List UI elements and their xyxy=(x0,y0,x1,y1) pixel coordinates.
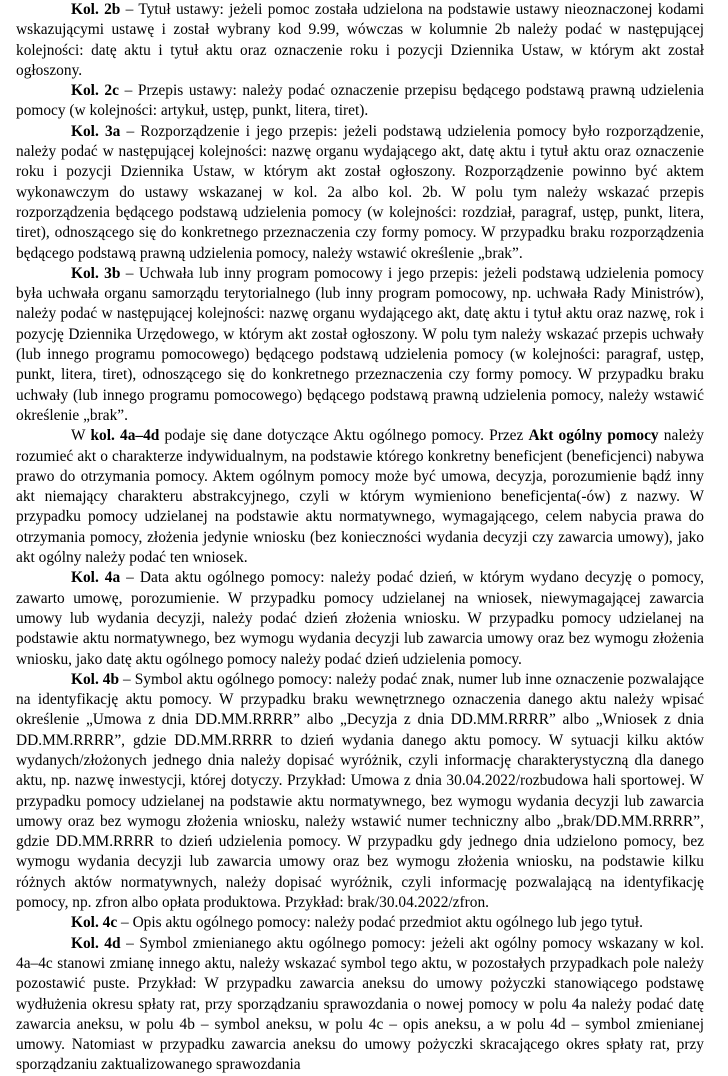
paragraph-text: – Uchwała lub inny program pomocowy i jego przepis: jeżeli podstawą udzielenia pomocy była uchwała organu samorządu terytorialnego (lub inny program pomocowy, np. uchwała Rady Ministrów), należy podać w następującej kolejności: nazwę organu wydającego akt, datę aktu i tytuł aktu oraz nazwę, rok i pozycję Dziennika Urzędowego, w którym akt został ogłoszony. W polu tym należy wskazać przepis uchwały (lub innego programu pomocowego) będącego podstawą udzielenia pomocy (w kolejności: paragraf, ustęp, punkt, litera, tiret), odnoszącego się do konkretnego przeznaczenia czy formy pomocy. W przypadku braku uchwały (lub innego programu pomocowego) będącego podstawą prawną udzielenia pomocy, należy wstawić określenie „brak”. xyxy=(16,264,704,424)
paragraph-prefix: W xyxy=(71,427,91,445)
paragraph-kol-4a xyxy=(16,568,704,669)
paragraph-label: Kol. 4a xyxy=(71,569,121,587)
paragraph-label: Kol. 4c xyxy=(71,914,118,932)
paragraph-label: Kol. 2c xyxy=(71,82,119,100)
paragraph-kol-4b xyxy=(16,670,704,914)
paragraph-kol-2c xyxy=(16,81,704,122)
paragraph-kol-3b xyxy=(16,264,704,426)
paragraph-kol-3a xyxy=(16,122,704,264)
paragraph-text: – Przepis ustawy: należy podać oznaczenie przepisu będącego podstawą prawną udzielenia pomocy (w kolejności: artykuł, ustęp, punkt, litera, tiret). xyxy=(16,82,704,120)
paragraph-text: – Opis aktu ogólnego pomocy: należy podać przedmiot aktu ogólnego lub jego tytuł. xyxy=(117,914,643,932)
paragraph-text: – Rozporządzenie i jego przepis: jeżeli podstawą udzielenia pomocy było rozporządzenie, należy podać w następującej kolejności: nazwę organu wydającego akt, datę aktu i tytuł aktu oraz oznaczenie roku i pozycji Dziennika Ustaw, w którym akt został ogłoszony. Rozporządzenie powinno być aktem wykonawczym do ustawy wskazanej w kol. 2a albo kol. 2b. W polu tym należy wskazać przepis rozporządzenia będącego podstawą udzielenia pomocy (w kolejności: rozdział, paragraf, ustęp, punkt, litera, tiret), odnoszącego się do konkretnego przeznaczenia czy formy pomocy. W przypadku braku rozporządzenia będącego podstawą prawną udzielenia pomocy, należy wstawić określenie „brak”. xyxy=(16,122,704,262)
paragraph-label: Kol. 3a xyxy=(71,122,121,140)
paragraph-kol-2b xyxy=(16,0,704,81)
paragraph-text: należy rozumieć akt o charakterze indywidualnym, na podstawie którego konkretny beneficjent (beneficjenci) nabywa prawo do otrzymania pomocy. Aktem ogólnym pomocy może być umowa, decyzja, porozumienie bądź inny akt niemający charakteru abstrakcyjnego, czyli w którym wymieniono beneficjenta(-ów) z nazwy. W przypadku pomocy udzielanej na podstawie aktu normatywnego, wymagającego, celem nabycia prawa do otrzymania pomocy, złożenia jedynie wniosku (bez konieczności wydania decyzji czy zawarcia umowy), jako akt ogólny należy podać ten wniosek. xyxy=(16,427,704,567)
paragraph-label: Kol. 4d xyxy=(71,934,121,952)
paragraph-text: – Data aktu ogólnego pomocy: należy podać dzień, w którym wydano decyzję o pomocy, zawarto umowę, porozumienie. W przypadku pomocy udzielanej na wniosek, niewymagającej zawarcia umowy lub wydania decyzji, należy podać dzień złożenia wniosku. W przypadku pomocy udzielanej na podstawie aktu normatywnego, bez wymogu wydania decyzji lub zawarcia umowy oraz bez wymogu złożenia wniosku, jako datę aktu ogólnego pomocy należy podać dzień udzielenia pomocy. xyxy=(16,569,704,668)
paragraph-label: Kol. 4b xyxy=(71,670,120,688)
paragraph-label: Kol. 3b xyxy=(71,264,121,282)
paragraph-kol-4d xyxy=(16,934,704,1076)
paragraph-kol-4c xyxy=(16,913,704,933)
paragraph-text: – Tytuł ustawy: jeżeli pomoc została udzielona na podstawie ustawy nieoznaczonej kodami wskazującymi ustawę i został wybrany kod 9.99, wówczas w kolumnie 2b należy podać w następującej kolejności: datę aktu i tytuł aktu oraz oznaczenie roku i pozycji Dziennika Ustaw, w którym akt został ogłoszony. xyxy=(16,1,704,79)
paragraph-text-middle: podaje się dane dotyczące Aktu ogólnego pomocy. Przez xyxy=(159,427,529,445)
paragraph-label: Kol. 2b xyxy=(71,1,121,18)
paragraph-text: – Symbol zmienianego aktu ogólnego pomocy: jeżeli akt ogólny pomocy wskazany w kol. 4a–4c stanowi zmianę innego aktu, należy wskazać symbol tego aktu, w pozostałych przypadkach pole należy pozostawić puste. Przykład: W przypadku zawarcia aneksu do umowy pożyczki stanowiącego podstawę wydłużenia okresu spłaty rat, przy sporządzaniu sprawozdania o nowej pomocy w polu 4a należy podać datę zawarcia aneksu, w polu 4b – symbol aneksu, w polu 4c – opis aneksu, a w polu 4d – symbol zmienianej umowy. Natomiast w przypadku zawarcia aneksu do umowy pożyczki skracającego okres spłaty rat, przy sporządzaniu zaktualizowanego sprawozdania xyxy=(16,934,704,1074)
paragraph-text: – Symbol aktu ogólnego pomocy: należy podać znak, numer lub inne oznaczenie pozwalające na identyfikację aktu pomocy. W przypadku braku wewnętrznego oznaczenia danego aktu należy wpisać określenie „Umowa z dnia DD.MM.RRRR” albo „Decyzja z dnia DD.MM.RRRR” albo „Wniosek z dnia DD.MM.RRRR”, gdzie DD.MM.RRRR to dzień wydania danego aktu pomocy. W sytuacji kilku aktów wydanych/złożonych jednego dnia należy dopisać wyróżnik, czyli informację charakterystyczną dla danego aktu, np. nazwę inwestycji, której dotyczy. Przykład: Umowa z dnia 30.04.2022/rozbudowa hali sportowej. W przypadku pomocy udzielanej na podstawie aktu normatywnego, bez wymogu wydania decyzji lub zawarcia umowy oraz bez wymogu złożenia wniosku, należy wstawić numer techniczny albo „brak/DD.MM.RRRR”, gdzie DD.MM.RRRR to dzień udzielenia pomocy. W przypadku gdy jednego dnia udzielono pomocy, bez wymogu wydania decyzji lub zawarcia umowy oraz bez wymogu złożenia wniosku, na podstawie kilku różnych aktów normatywnych, należy dopisać wyróżnik, czyli informację pozwalającą na identyfikację pomocy, np. zfron albo opłata produktowa. Przykład: brak/30.04.2022/zfron. xyxy=(16,670,704,912)
paragraph-label: kol. 4a–4d xyxy=(90,427,160,445)
paragraph-kol-4a-4d xyxy=(16,426,704,568)
term-akt-ogolny: Akt ogólny pomocy xyxy=(528,427,659,445)
